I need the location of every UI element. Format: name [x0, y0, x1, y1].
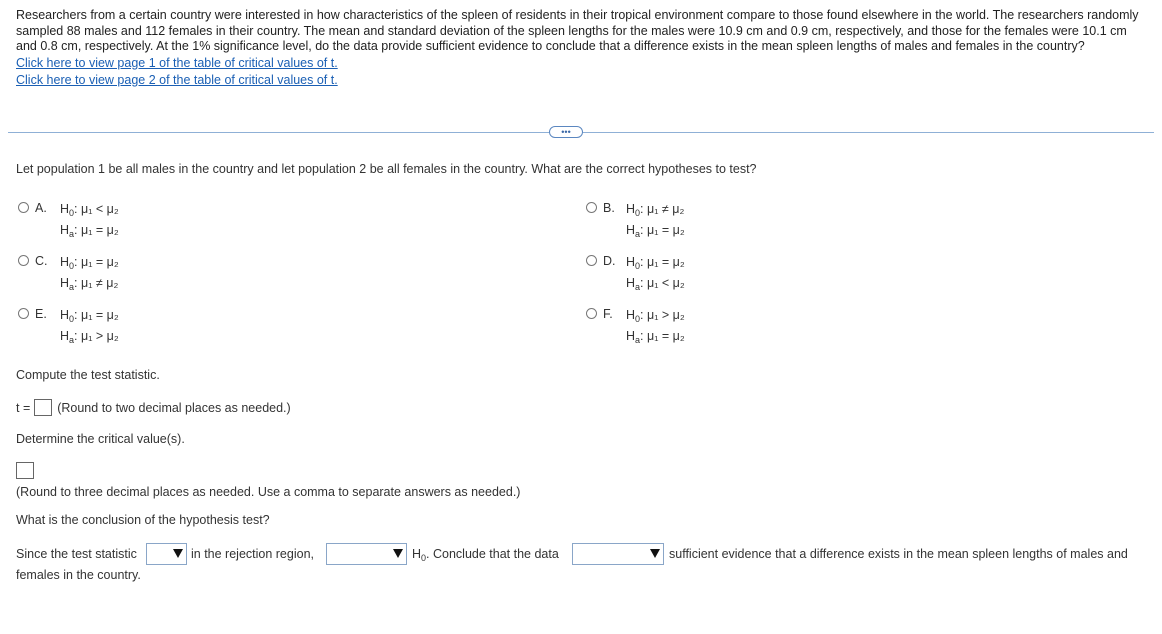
conclusion-part3: $H_0$. Conclude that the data — [412, 547, 559, 563]
conclusion-part1: Since the test statistic — [16, 547, 137, 561]
compute-heading: Compute the test statistic. — [16, 368, 160, 382]
option-b-alt: μ₁ = μ₂ — [647, 223, 685, 237]
option-f-letter: F. — [603, 307, 613, 321]
option-f[interactable] — [586, 307, 613, 321]
option-d[interactable] — [586, 254, 616, 268]
reject-decision-dropdown[interactable] — [326, 543, 407, 565]
option-a-radio[interactable] — [18, 202, 29, 213]
conclusion-part5: females in the country. — [16, 568, 141, 582]
option-a-null: μ₁ < μ₂ — [81, 202, 119, 216]
option-b-letter: B. — [603, 201, 615, 215]
chevron-down-icon — [393, 549, 403, 558]
conclusion-part2: in the rejection region, — [191, 547, 314, 561]
option-e-hypotheses: $H_0$: μ₁ = μ₂ $H_a$: μ₁ > μ₂ — [60, 308, 119, 345]
more-button[interactable]: ••• — [549, 126, 583, 138]
option-b[interactable] — [586, 201, 615, 215]
option-e-alt: μ₁ > μ₂ — [81, 329, 119, 343]
option-e-radio[interactable] — [18, 308, 29, 319]
option-c-null: μ₁ = μ₂ — [81, 255, 119, 269]
option-b-null: μ₁ ≠ μ₂ — [647, 202, 685, 216]
option-a-letter: A. — [35, 201, 47, 215]
option-c[interactable] — [18, 254, 48, 268]
problem-statement — [16, 8, 1151, 89]
option-a-hypotheses: $H_0$: μ₁ < μ₂ $H_a$: μ₁ = μ₂ — [60, 202, 119, 239]
option-d-null: μ₁ = μ₂ — [647, 255, 685, 269]
t-label: t = — [16, 401, 31, 415]
option-e-null: μ₁ = μ₂ — [81, 308, 119, 322]
hypotheses-question: Let population 1 be all males in the country and let population 2 be all females in the country. What are the correct hypotheses to test? — [16, 162, 757, 176]
critical-value-input[interactable] — [16, 462, 34, 479]
option-f-alt: μ₁ = μ₂ — [647, 329, 685, 343]
t-statistic-input[interactable] — [34, 399, 52, 416]
option-f-hypotheses: $H_0$: μ₁ > μ₂ $H_a$: μ₁ = μ₂ — [626, 308, 685, 345]
chevron-down-icon — [650, 549, 660, 558]
option-d-hypotheses: $H_0$: μ₁ = μ₂ $H_a$: μ₁ < μ₂ — [626, 255, 685, 292]
option-d-letter: D. — [603, 254, 616, 268]
conclusion-part4: sufficient evidence that a difference exists in the mean spleen lengths of males and — [669, 547, 1128, 561]
option-e-letter: E. — [35, 307, 47, 321]
option-f-radio[interactable] — [586, 308, 597, 319]
chevron-down-icon — [173, 549, 183, 558]
option-c-alt: μ₁ ≠ μ₂ — [81, 276, 119, 290]
option-b-hypotheses: $H_0$: μ₁ ≠ μ₂ $H_a$: μ₁ = μ₂ — [626, 202, 685, 239]
option-c-radio[interactable] — [18, 255, 29, 266]
option-c-hypotheses: $H_0$: μ₁ = μ₂ $H_a$: μ₁ ≠ μ₂ — [60, 255, 119, 292]
critical-values-page1-link[interactable]: Click here to view page 1 of the table of critical values of t. — [16, 55, 338, 70]
t-hint: (Round to two decimal places as needed.) — [57, 401, 291, 415]
critical-hint: (Round to three decimal places as needed. Use a comma to separate answers as needed.) — [16, 485, 521, 499]
option-d-radio[interactable] — [586, 255, 597, 266]
option-d-alt: μ₁ < μ₂ — [647, 276, 685, 290]
statistic-region-dropdown[interactable] — [146, 543, 187, 565]
critical-values-page2-link[interactable]: Click here to view page 2 of the table of critical values of t. — [16, 72, 338, 87]
option-e[interactable] — [18, 307, 47, 321]
conclusion-heading: What is the conclusion of the hypothesis test? — [16, 513, 270, 527]
option-a[interactable] — [18, 201, 47, 215]
option-a-alt: μ₁ = μ₂ — [81, 223, 119, 237]
option-f-null: μ₁ > μ₂ — [647, 308, 685, 322]
problem-text: Researchers from a certain country were interested in how characteristics of the spleen of residents in their tropical environment compare to those found elsewhere in the world. The researchers randomly sampled 88 males and 112 females in their country. The mean and standard deviation of the spleen lengths for the males were 10.9 cm and 0.9 cm, respectively, and those for the females were 10.1 cm and 0.8 cm, respectively. At the 1% significance level, do the data provide sufficient evidence to conclude that a difference exists in the mean spleen lengths of males and females in the country? — [16, 8, 1139, 54]
option-b-radio[interactable] — [586, 202, 597, 213]
critical-heading: Determine the critical value(s). — [16, 432, 185, 446]
option-c-letter: C. — [35, 254, 48, 268]
t-statistic-row — [16, 399, 291, 417]
evidence-dropdown[interactable] — [572, 543, 664, 565]
